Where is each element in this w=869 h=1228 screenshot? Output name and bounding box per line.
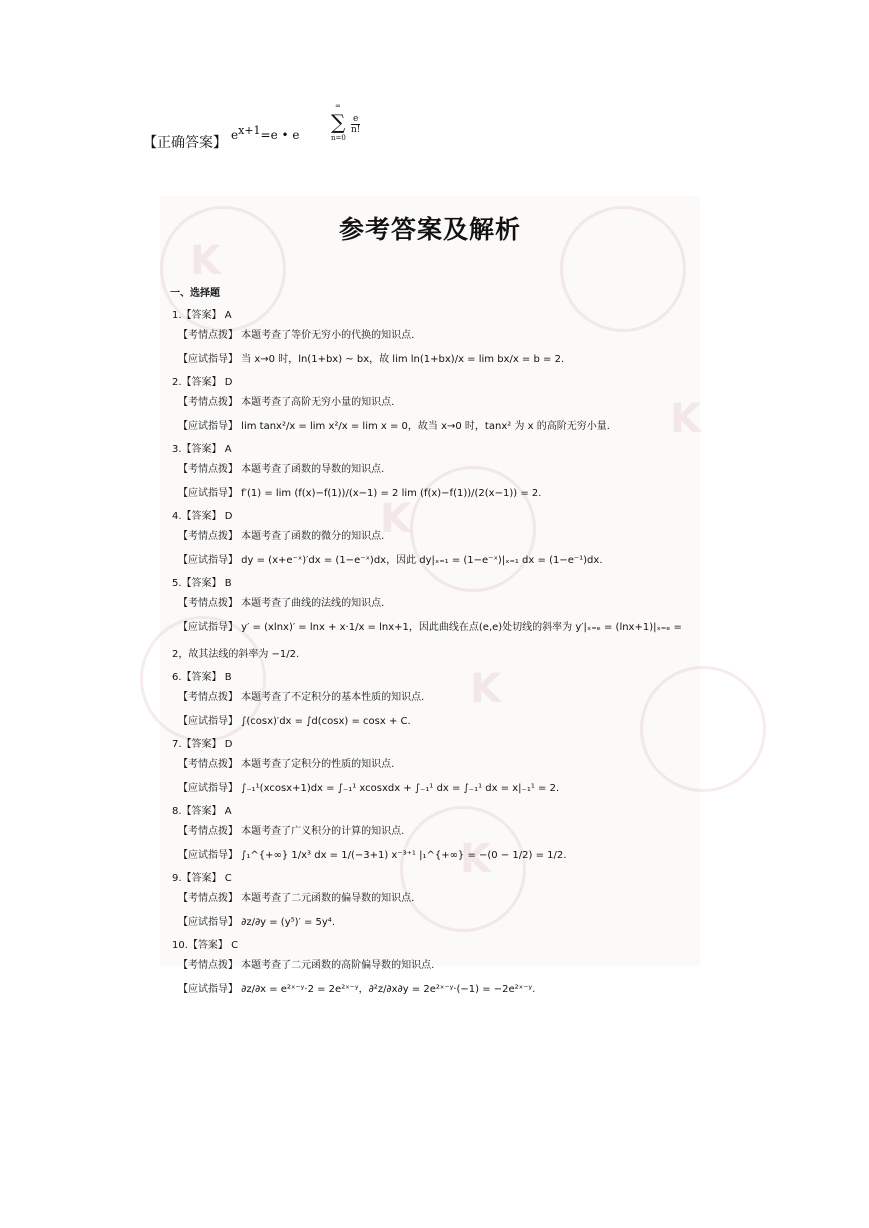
answer-formula xyxy=(231,124,300,142)
answer-line-item: 6.【答案】 B xyxy=(172,672,232,683)
formula-rest: =e • e xyxy=(260,128,300,142)
summation-image xyxy=(331,104,371,148)
watermark-logo: K xyxy=(380,496,411,542)
watermark-logo: K xyxy=(460,836,491,882)
answer-line-item: 【考情点拨】 本题考查了不定积分的基本性质的知识点. xyxy=(178,692,425,703)
answer-line-item: 【考情点拨】 本题考查了二元函数的偏导数的知识点. xyxy=(178,893,415,904)
sum-lower-limit: n=0 xyxy=(331,134,346,142)
section-heading: 一、选择题 xyxy=(170,288,220,299)
sum-fraction xyxy=(351,114,360,135)
answer-line-item: 【应试指导】 dy = (x+e⁻ˣ)′dx = (1−e⁻ˣ)dx，因此 dy|ₓ₌₁ = (1−e⁻ˣ)|ₓ₌₁ dx = (1−e⁻¹)dx. xyxy=(178,555,603,566)
answer-line-item: 7.【答案】 D xyxy=(172,739,233,750)
answer-line-item: 【应试指导】 ∂z/∂y = (y⁵)′ = 5y⁴. xyxy=(178,917,335,928)
answer-line-item: 【考情点拨】 本题考查了二元函数的高阶偏导数的知识点. xyxy=(178,960,435,971)
answer-line-item: 3.【答案】 A xyxy=(172,444,232,455)
answer-line-item: 【应试指导】 y′ = (xlnx)′ = lnx + x·1/x = lnx+1，因此曲线在点(e,e)处切线的斜率为 y′|ₓ₌ₑ = (lnx+1)|ₓ₌ₑ = xyxy=(178,622,682,633)
answer-line-item: 【考情点拨】 本题考查了广义积分的计算的知识点. xyxy=(178,826,405,837)
watermark-logo: K xyxy=(470,666,501,712)
sum-denominator: n! xyxy=(351,125,361,135)
answer-line-item: 【应试指导】 当 x→0 时，ln(1+bx) ~ bx，故 lim ln(1+bx)/x = lim bx/x = b = 2. xyxy=(178,354,565,365)
answer-line-item: 9.【答案】 C xyxy=(172,873,232,884)
answer-line-item: 【应试指导】 ∫₋₁¹(xcosx+1)dx = ∫₋₁¹ xcosxdx + ∫₋₁¹ dx = ∫₋₁¹ dx = x|₋₁¹ = 2. xyxy=(178,783,560,794)
answer-line-item: 【考情点拨】 本题考查了等价无穷小的代换的知识点. xyxy=(178,330,415,341)
answer-line-item: 10.【答案】 C xyxy=(172,940,239,951)
answer-line-item: 【应试指导】 ∫₁^{+∞} 1/x³ dx = 1/(−3+1) x⁻³⁺¹ |₁^{+∞} = −(0 − 1/2) = 1/2. xyxy=(178,850,567,861)
answer-line-item: 2，故其法线的斜率为 −1/2. xyxy=(172,649,300,660)
correct-answer-line xyxy=(143,100,503,150)
answer-line-item: 【考情点拨】 本题考查了函数的微分的知识点. xyxy=(178,531,385,542)
correct-answer-label: 【正确答案】 xyxy=(143,135,227,151)
watermark-logo: K xyxy=(190,238,221,284)
answer-line-item: 【应试指导】 f′(1) = lim (f(x)−f(1))/(x−1) = 2 lim (f(x)−f(1))/(2(x−1)) = 2. xyxy=(178,488,542,499)
answer-line-item: 【考情点拨】 本题考查了曲线的法线的知识点. xyxy=(178,598,385,609)
answer-sheet-title: 参考答案及解析 xyxy=(338,215,521,244)
sum-numerator: e xyxy=(351,114,360,125)
answer-line-item: 2.【答案】 D xyxy=(172,377,233,388)
answer-line-item: 4.【答案】 D xyxy=(172,511,233,522)
answer-line-item: 1.【答案】 A xyxy=(172,310,232,321)
sigma-symbol: ∑ xyxy=(331,110,346,134)
formula-base: e xyxy=(231,128,239,142)
answer-line-item: 【应试指导】 ∂z/∂x = e²ˣ⁻ʸ·2 = 2e²ˣ⁻ʸ，∂²z/∂x∂y = 2e²ˣ⁻ʸ·(−1) = −2e²ˣ⁻ʸ. xyxy=(178,984,536,995)
answer-line-item: 5.【答案】 B xyxy=(172,578,232,589)
scanned-answer-sheet xyxy=(160,196,701,995)
sum-upper-limit: ∞ xyxy=(335,102,341,110)
formula-exponent: x+1 xyxy=(238,124,261,137)
answer-line-item: 8.【答案】 A xyxy=(172,806,232,817)
watermark-logo: K xyxy=(670,396,701,442)
answer-line-item: 【应试指导】 lim tanx²/x = lim x²/x = lim x = 0，故当 x→0 时，tanx² 为 x 的高阶无穷小量. xyxy=(178,421,610,432)
answer-line-item: 【考情点拨】 本题考查了高阶无穷小量的知识点. xyxy=(178,397,395,408)
answer-line-item: 【考情点拨】 本题考查了函数的导数的知识点. xyxy=(178,464,385,475)
answer-line-item: 【考情点拨】 本题考查了定积分的性质的知识点. xyxy=(178,759,395,770)
answer-lines xyxy=(172,306,700,1003)
answer-line-item: 【应试指导】 ∫(cosx)′dx = ∫d(cosx) = cosx + C. xyxy=(178,716,411,727)
